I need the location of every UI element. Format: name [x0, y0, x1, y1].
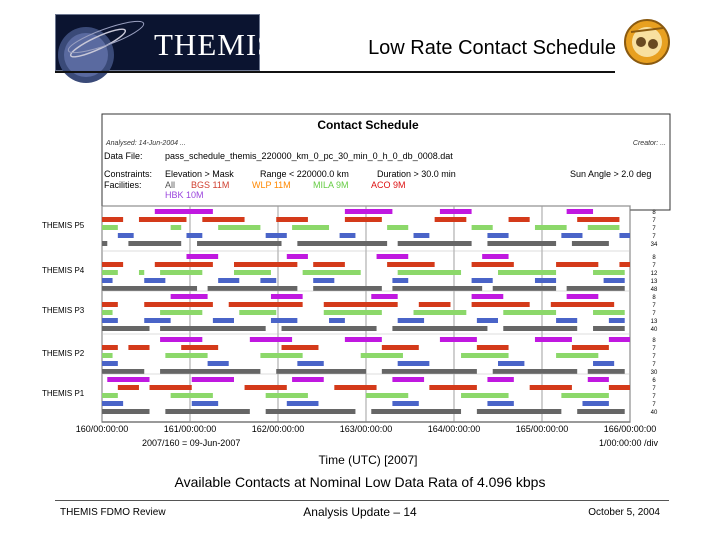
x-tick-label: 163/00:00:00 [339, 424, 393, 434]
contact-bar [556, 318, 577, 323]
facility-legend-item: WLP 11M [252, 180, 291, 190]
contact-bar [392, 278, 408, 283]
contact-bar [567, 294, 599, 299]
contact-bar [382, 369, 477, 374]
contact-bar [509, 217, 530, 222]
contact-bar [535, 225, 567, 230]
contact-bar [582, 401, 608, 406]
contact-bar [535, 278, 556, 283]
contact-bar [609, 385, 630, 390]
contact-bar [155, 209, 213, 214]
x-axis-label: Time (UTC) [2007] [318, 453, 418, 467]
contact-bar [619, 233, 630, 238]
contact-bar [440, 209, 472, 214]
constraints-label: Constraints: [104, 169, 153, 179]
contact-bar [345, 337, 382, 342]
epoch-label: 2007/160 = 09-Jun-2007 [142, 438, 241, 448]
contact-count: 8 [652, 210, 656, 216]
contact-bar [128, 345, 149, 350]
contact-bar [186, 233, 202, 238]
contact-bar [387, 262, 435, 267]
contact-bar [160, 270, 202, 275]
x-tick-label: 161/00:00:00 [163, 424, 217, 434]
contact-bar [102, 393, 118, 398]
contact-bar [102, 310, 113, 315]
contact-bar [139, 270, 144, 275]
contact-bar [234, 270, 271, 275]
slide-title: Low Rate Contact Schedule [368, 37, 616, 59]
contact-bar [345, 217, 382, 222]
contact-bar [392, 326, 487, 331]
contact-bar [250, 337, 292, 342]
contact-bar [202, 217, 244, 222]
contact-count: 7 [652, 394, 656, 400]
contact-bar [577, 409, 625, 414]
contact-bar [282, 345, 319, 350]
contact-bar [102, 369, 144, 374]
contact-bar [171, 393, 213, 398]
contact-count: 13 [650, 319, 658, 325]
contact-bar [472, 302, 530, 307]
mission-patch-icon [623, 18, 671, 66]
contact-bar [186, 254, 218, 259]
contact-bar [593, 310, 625, 315]
contact-bar [551, 302, 614, 307]
contact-bar [572, 241, 609, 246]
contact-bar [218, 225, 260, 230]
contact-bar [377, 254, 409, 259]
contact-bar [303, 270, 361, 275]
contact-bar [487, 233, 508, 238]
contact-bar [530, 385, 572, 390]
contact-bar [324, 302, 398, 307]
x-tick-label: 160/00:00:00 [75, 424, 129, 434]
contact-bar [102, 401, 123, 406]
contact-bar [398, 241, 472, 246]
contact-bar [398, 318, 424, 323]
contact-count: 7 [652, 386, 656, 392]
contact-bar [493, 369, 577, 374]
probe-label: THEMIS P5 [42, 221, 85, 230]
contact-bar [102, 345, 118, 350]
contact-bar [472, 294, 504, 299]
facilities-label: Facilities: [104, 180, 142, 190]
contact-bar [619, 262, 630, 267]
contact-bar [266, 409, 356, 414]
contact-bar [102, 262, 123, 267]
probe-label: THEMIS P2 [42, 349, 85, 358]
contact-count: 40 [650, 327, 658, 333]
contact-bar [282, 326, 377, 331]
contact-count: 7 [652, 354, 656, 360]
contact-bar [150, 385, 192, 390]
contact-bar [276, 369, 366, 374]
contact-bar [139, 217, 187, 222]
contact-bar [271, 318, 297, 323]
contact-bar [371, 409, 461, 414]
constraint-item: Range < 220000.0 km [260, 169, 349, 179]
contact-bar [588, 225, 620, 230]
contact-count: 7 [652, 346, 656, 352]
contact-bar [503, 310, 556, 315]
contact-bar [588, 377, 609, 382]
contact-bar [118, 233, 134, 238]
contact-count: 7 [652, 362, 656, 368]
contact-bar [160, 337, 202, 342]
contact-bar [567, 286, 625, 291]
contact-bar [165, 353, 207, 358]
contact-bar [609, 337, 630, 342]
contact-bar [102, 225, 118, 230]
contact-bar [419, 302, 451, 307]
contact-bar [229, 302, 303, 307]
contact-bar [461, 353, 509, 358]
contact-bar [493, 286, 556, 291]
contact-bar [102, 241, 107, 246]
contact-bar [144, 318, 170, 323]
contact-bar [366, 393, 408, 398]
contact-bar [239, 310, 276, 315]
contact-count: 7 [652, 263, 656, 269]
contact-bar [128, 241, 181, 246]
contact-count: 34 [650, 242, 658, 248]
contact-bar [414, 310, 467, 315]
contact-bar [208, 361, 229, 366]
contact-bar [472, 225, 493, 230]
contact-bar [276, 217, 308, 222]
contact-bar [487, 241, 556, 246]
contact-bar [271, 294, 303, 299]
contact-bar [292, 225, 329, 230]
facility-legend-item: ACO 9M [371, 180, 406, 190]
contact-bar [260, 278, 276, 283]
contact-bar [577, 217, 619, 222]
footer-right: October 5, 2004 [588, 507, 660, 518]
data-file-value: pass_schedule_themis_220000_km_0_pc_30_min_0_h_0_db_0008.dat [165, 151, 453, 161]
contact-bar [266, 393, 308, 398]
contact-count: 30 [650, 370, 658, 376]
contact-bar [329, 318, 345, 323]
contact-bar [102, 270, 118, 275]
header-rule [55, 71, 615, 73]
contact-bar [260, 353, 302, 358]
contact-bar [382, 345, 419, 350]
contact-bar [287, 254, 308, 259]
contact-bar [498, 361, 524, 366]
contact-bar [392, 377, 424, 382]
contact-count: 13 [650, 279, 658, 285]
header-right-text: Creator: ... [632, 140, 666, 147]
contact-bar [118, 385, 139, 390]
contact-bar [340, 233, 356, 238]
contact-bar [588, 369, 625, 374]
themis-logo [55, 14, 276, 71]
contact-bar [414, 233, 430, 238]
contact-bar [208, 286, 298, 291]
contact-bar [387, 225, 408, 230]
x-tick-label: 162/00:00:00 [251, 424, 305, 434]
logo-text: THEMIS [154, 27, 276, 62]
contact-bar [155, 262, 213, 267]
contact-bar [313, 262, 345, 267]
header-left-text: Analysed: 14-Jun-2004 ... [106, 140, 186, 147]
contact-bar [440, 337, 477, 342]
contact-bar [593, 361, 614, 366]
footer-left: THEMIS FDMO Review [60, 507, 166, 518]
facility-legend-item: BGS 11M [191, 180, 230, 190]
contact-bar [245, 385, 287, 390]
constraint-item: Duration > 30.0 min [377, 169, 456, 179]
facility-legend-item: All [165, 180, 176, 190]
contact-bar [371, 294, 397, 299]
contact-bar [292, 377, 324, 382]
contact-bar [160, 369, 260, 374]
contact-bar [297, 241, 387, 246]
contact-bar [556, 353, 598, 358]
contact-bar [429, 385, 477, 390]
contact-bar [593, 270, 625, 275]
contact-bar [435, 217, 467, 222]
contact-bar [361, 353, 403, 358]
contact-bar [477, 345, 509, 350]
x-tick-label: 164/00:00:00 [427, 424, 481, 434]
contact-bar [398, 361, 430, 366]
contact-bar [102, 318, 118, 323]
x-tick-label: 166/00:00:00 [603, 424, 657, 434]
contact-bar [477, 318, 498, 323]
contact-bar [392, 401, 418, 406]
scale-label: 1/00:00:00 /div [598, 438, 658, 448]
contact-bar [334, 385, 376, 390]
data-file-label: Data File: [104, 151, 143, 161]
contact-bar [572, 345, 609, 350]
contact-bar [107, 377, 149, 382]
contact-bar [556, 262, 598, 267]
contact-bar [482, 254, 508, 259]
contact-bar [102, 217, 123, 222]
contact-count: 48 [650, 287, 658, 293]
contact-bar [171, 294, 208, 299]
contact-bar [102, 286, 197, 291]
contact-bar [102, 353, 113, 358]
contact-count: 6 [652, 378, 656, 384]
contact-bar [160, 310, 202, 315]
contact-bar [609, 318, 625, 323]
contact-bar [197, 241, 281, 246]
contact-bar [498, 270, 556, 275]
contact-bar [160, 326, 266, 331]
facility-legend-item: HBK 10M [165, 190, 204, 200]
contact-bar [181, 345, 218, 350]
contact-bar [297, 361, 323, 366]
constraint-item: Elevation > Mask [165, 169, 234, 179]
contact-bar [472, 278, 493, 283]
contact-bar [144, 278, 165, 283]
contact-bar [234, 262, 297, 267]
contact-bar [472, 262, 514, 267]
constraint-item: Sun Angle > 2.0 deg [570, 169, 652, 179]
contact-count: 8 [652, 295, 656, 301]
contact-bar [561, 393, 609, 398]
contact-bar [487, 377, 513, 382]
contact-bar [461, 393, 509, 398]
contact-bar [561, 233, 582, 238]
contact-count: 7 [652, 234, 656, 240]
contact-bar [144, 302, 213, 307]
probe-label: THEMIS P1 [42, 389, 85, 398]
facility-legend-item: MILA 9M [313, 180, 349, 190]
contact-bar [102, 409, 150, 414]
chart-title: Contact Schedule [317, 118, 419, 132]
contact-bar [102, 302, 118, 307]
x-tick-label: 165/00:00:00 [515, 424, 569, 434]
contact-count: 7 [652, 218, 656, 224]
contact-bar [345, 209, 393, 214]
contact-bar [218, 278, 239, 283]
contact-bar [313, 278, 334, 283]
contact-bar [266, 233, 287, 238]
contact-bar [165, 409, 249, 414]
contact-count: 7 [652, 311, 656, 317]
contact-bar [171, 225, 182, 230]
contact-count: 7 [652, 402, 656, 408]
contact-bar [192, 401, 218, 406]
contact-bar [487, 401, 513, 406]
contact-bar [102, 278, 113, 283]
contact-count: 8 [652, 255, 656, 261]
contact-bar [535, 337, 572, 342]
contact-bar [213, 318, 234, 323]
contact-bar [313, 286, 382, 291]
contact-count: 12 [650, 271, 658, 277]
contact-schedule-chart [40, 110, 680, 470]
footer-center: Analysis Update – 14 [303, 505, 417, 519]
slide-caption: Available Contacts at Nominal Low Data Rata of 4.096 kbps [174, 474, 546, 490]
contact-count: 8 [652, 338, 656, 344]
contact-bar [102, 361, 118, 366]
contact-bar [593, 326, 625, 331]
contact-bar [567, 209, 593, 214]
contact-bar [503, 326, 577, 331]
contact-bar [192, 377, 234, 382]
probe-label: THEMIS P3 [42, 306, 85, 315]
contact-bar [604, 278, 625, 283]
contact-bar [398, 270, 461, 275]
probe-label: THEMIS P4 [42, 266, 85, 275]
contact-bar [324, 310, 382, 315]
contact-bar [392, 286, 482, 291]
contact-count: 7 [652, 226, 656, 232]
contact-bar [102, 326, 150, 331]
footer-rule [55, 500, 669, 501]
contact-bar [477, 409, 561, 414]
contact-count: 7 [652, 303, 656, 309]
contact-bar [287, 401, 319, 406]
contact-count: 40 [650, 410, 658, 416]
